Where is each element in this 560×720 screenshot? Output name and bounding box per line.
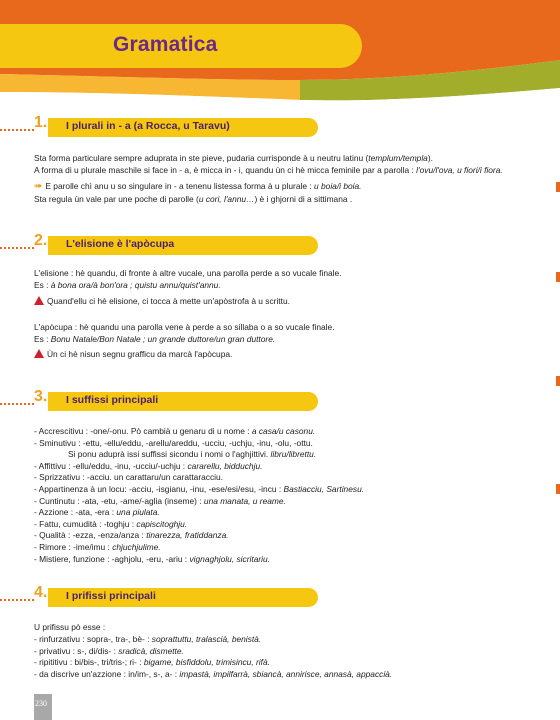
list-item bbox=[34, 449, 316, 461]
section-2-heading bbox=[0, 232, 330, 255]
section-title: I prifissi principali bbox=[66, 590, 156, 602]
list-item-text: - Fattu, cumudità : -toghju : bbox=[34, 518, 137, 529]
list-item bbox=[34, 519, 187, 531]
dotted-line bbox=[0, 247, 34, 249]
section-title: I plurali in - a (a Rocca, u Taravu) bbox=[66, 120, 230, 132]
list-item-example: libru/librettu. bbox=[270, 449, 317, 460]
list-item-example: chjuchjulime. bbox=[112, 542, 161, 552]
warning-triangle-icon bbox=[34, 296, 44, 305]
list-item-text: - rinfurzativu : sopra-, tra-, bè- : bbox=[34, 634, 152, 644]
list-item bbox=[34, 461, 262, 473]
list-item-text: - Appartinenza à un locu: -acciu, -isgianu, -inu, -ese/esi/esu, -incu : bbox=[34, 484, 284, 494]
section-title: L'elisione è l'apòcupa bbox=[66, 238, 175, 250]
list-item-example: cararellu, bidduchju. bbox=[187, 460, 263, 471]
paragraph: ➠ E parolle chì anu u so singulare in - a tenenu listessa forma à u plurale : u boia/i boia. bbox=[34, 181, 362, 192]
paragraph: Quand'ellu ci hè elisione, ci tocca à mette un'apòstrofa à u scrittu. bbox=[34, 296, 290, 308]
paragraph: U prifissu pò esse : bbox=[34, 622, 106, 632]
list-item-example: una manata, u reame. bbox=[203, 495, 286, 506]
arrow-icon: ➠ bbox=[34, 181, 43, 192]
list-item-text: - Sminutivu : -ettu, -ellu/eddu, -arellu/areddu, -ucciu, -uchju, -inu, -olu, -ottu. bbox=[34, 437, 313, 448]
list-item bbox=[34, 554, 270, 566]
paragraph: Es : Bonu Natale/Bon Natale ; un grande duttore/un gran duttore. bbox=[34, 334, 276, 344]
list-item-text: - Sprizzativu : -acciu. un carattaru/un carattaracciu. bbox=[34, 472, 223, 483]
list-item-text: - Mistiere, funzione : -aghjolu, -eru, -ariu : bbox=[34, 553, 190, 564]
section-3-heading bbox=[0, 388, 330, 411]
list-item bbox=[34, 507, 160, 519]
dotted-line bbox=[0, 403, 34, 405]
list-item-text: - privativu : s-, di/dis- : bbox=[34, 645, 119, 656]
list-item-text: - Rimore : -ime/imu : bbox=[34, 542, 113, 552]
paragraph: L'elisione : hè quandu, di fronte à altre vucale, una parolla perde a so vucale finale. bbox=[34, 268, 342, 278]
list-item bbox=[34, 646, 184, 658]
list-item bbox=[34, 542, 161, 554]
list-item-example: impastà, impilfarrà, sbiancà, annirisce, annasà, appaccià. bbox=[179, 668, 393, 679]
list-item-example: vignaghjolu, sicritariu. bbox=[189, 553, 271, 564]
list-item bbox=[34, 530, 229, 542]
section-title: I suffissi principali bbox=[66, 394, 159, 406]
list-item bbox=[34, 438, 313, 450]
list-item-text: - Cuntinutu : -ata, -etu, -ame/-aglia (inseme) : bbox=[34, 495, 204, 506]
paragraph: Ùn ci hè nisun segnu grafficu da marcà l'apòcupa. bbox=[34, 349, 232, 361]
section-number: 1. bbox=[34, 114, 48, 131]
list-item-example: una piulata. bbox=[116, 507, 160, 518]
paragraph: Es : à bona ora/à bon'ora ; quistu annu/quist'annu. bbox=[34, 280, 221, 290]
list-item bbox=[34, 657, 270, 669]
list-item bbox=[34, 634, 261, 646]
list-item bbox=[34, 496, 286, 508]
list-item-text: Si ponu aduprà issi suffissi sicondu i nomi o l'aghjittivi. bbox=[68, 449, 271, 460]
list-item-example: sradicà, dismette. bbox=[118, 645, 184, 656]
dotted-line bbox=[0, 129, 34, 131]
edge-tab bbox=[556, 484, 560, 494]
list-item-example: tinarezza, fratiddanza. bbox=[146, 530, 229, 541]
list-item bbox=[34, 472, 223, 484]
section-number: 2. bbox=[34, 232, 48, 249]
section-number: 3. bbox=[34, 388, 48, 405]
list-item-text: - Accrescitivu : -one/-onu. Pò cambià u genaru di u nome : bbox=[34, 426, 252, 436]
list-item bbox=[34, 484, 364, 496]
list-item-text: - ripititivu : bi/bis-, tri/tris-; ri- : bbox=[34, 657, 144, 668]
edge-tab bbox=[556, 182, 560, 192]
section-4-heading bbox=[0, 584, 330, 607]
paragraph: L'apòcupa : hè quandu una parolla vene à perde a so sillaba o a so vucale finale. bbox=[34, 322, 335, 332]
list-item-example: Bastiacciu, Sartinesu. bbox=[283, 484, 365, 494]
list-item-text: - da discrive un'azzione : in/im-, s-, a- : bbox=[34, 668, 180, 679]
dotted-line bbox=[0, 599, 34, 601]
list-item-text: - Qualità : -ezza, -enza/anza : bbox=[34, 530, 147, 541]
list-item bbox=[34, 669, 392, 681]
list-item-text: - Affittivu : -ellu/eddu, -inu, -ucciu/-uchju : bbox=[34, 460, 188, 471]
list-item-example: a casa/u casonu. bbox=[251, 426, 316, 436]
list-item-example: soprattuttu, tralascià, benistà. bbox=[151, 634, 262, 644]
section-number: 4. bbox=[34, 584, 48, 601]
edge-tab bbox=[556, 272, 560, 282]
paragraph: A forma di u plurale maschile si face in - a, è micca in - i, quandu ùn ci hè micca feminile par a parolla : l'ovu/l'ova, u fiori/i fiora. bbox=[34, 165, 503, 175]
paragraph: Sta regula ùn vale par une poche di parolle (u cori, l'annu…) è i ghjorni di a sittimana . bbox=[34, 194, 353, 204]
paragraph: Sta forma particulare sempre aduprata in ste pieve, pudaria currisponde à u neutru latinu (templum/templa). bbox=[34, 153, 433, 163]
list-item-text: - Azzione : -ata, -era : bbox=[34, 507, 117, 518]
warning-triangle-icon bbox=[34, 349, 44, 358]
list-item-example: capiscitoghju. bbox=[136, 518, 188, 529]
page-number-tab bbox=[34, 694, 52, 720]
list-item-example: bigame, bisfiddolu, trimisincu, rifà. bbox=[143, 657, 270, 668]
edge-tab bbox=[556, 376, 560, 386]
list-item bbox=[34, 426, 315, 438]
page-title: Gramatica bbox=[113, 33, 218, 56]
page-number: 230 bbox=[35, 699, 47, 708]
section-1-heading bbox=[0, 114, 330, 137]
